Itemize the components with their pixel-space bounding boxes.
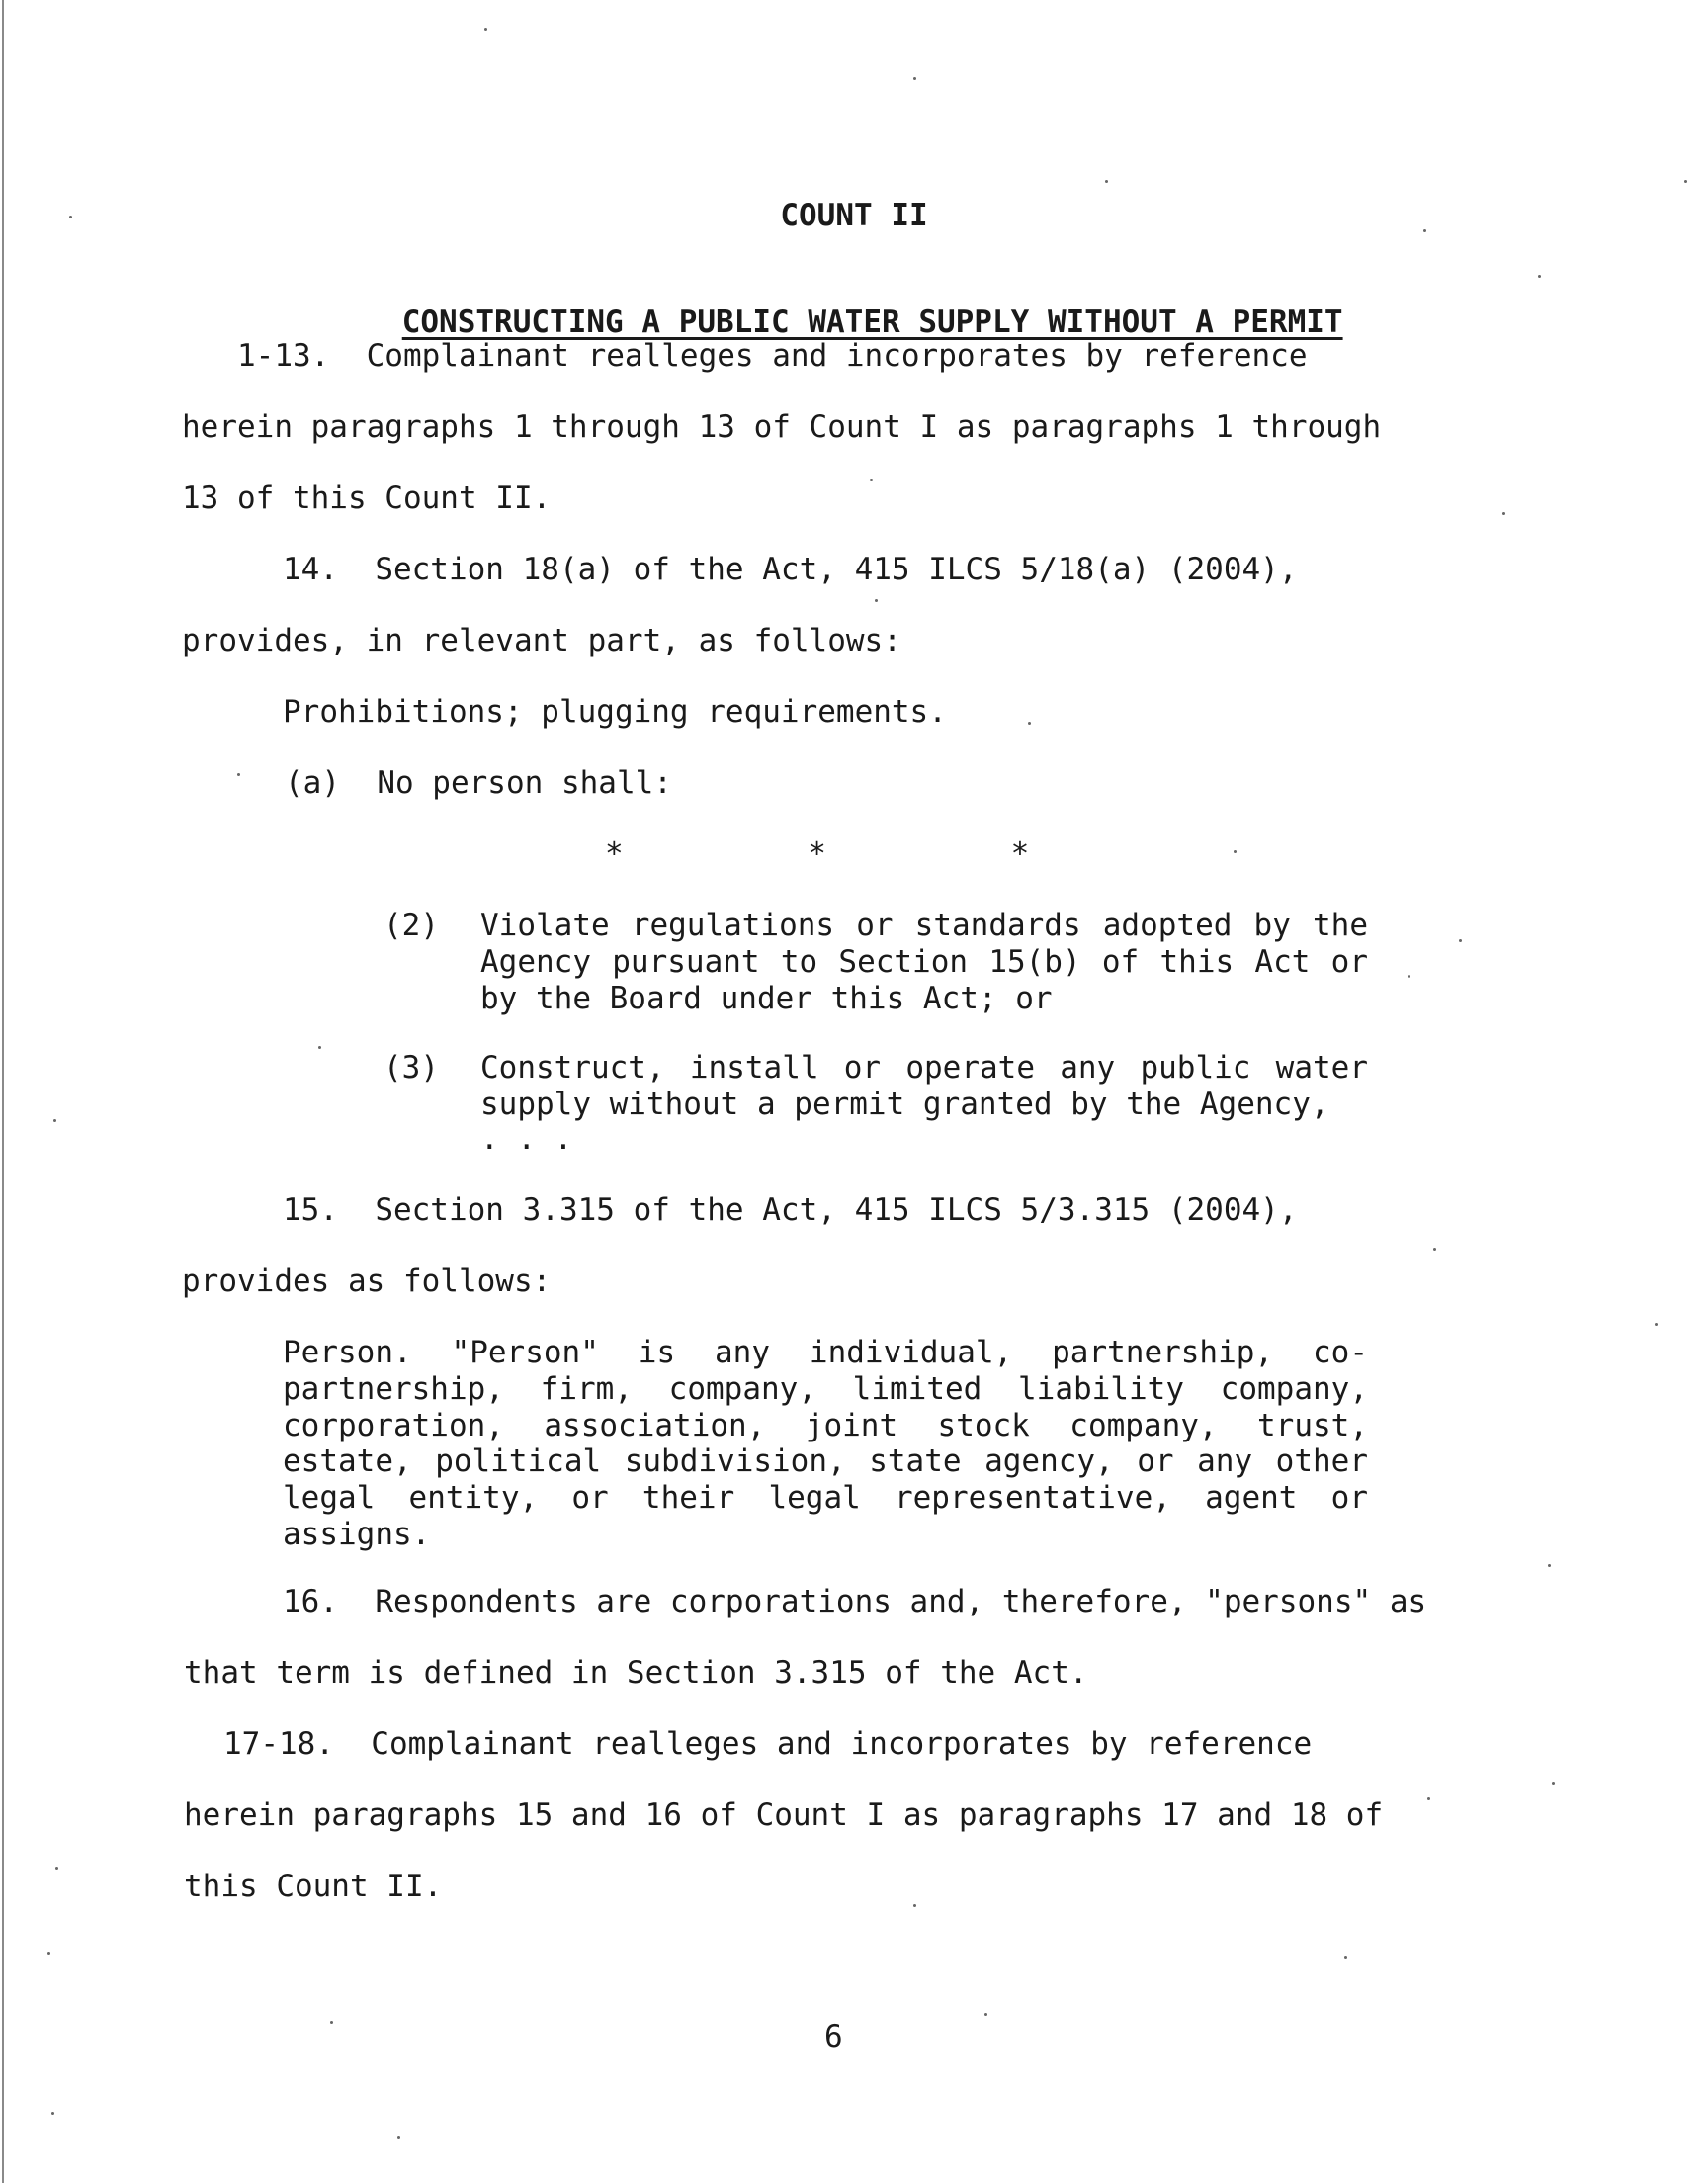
quote-18-item2-text: Violate regulations or standards adopted by the Agency pursuant to Section 15(b) of this Act or by the Board under this Act; or bbox=[480, 908, 1368, 1016]
scan-speck bbox=[984, 2013, 987, 2016]
quote-18-asterisks: * * * bbox=[605, 836, 1030, 872]
count-heading: COUNT II bbox=[780, 198, 928, 233]
scan-speck bbox=[330, 2021, 333, 2024]
quote-18-item3-text: Construct, install or operate any public water supply without a permit granted by the Agency, bbox=[480, 1050, 1368, 1122]
para-1-13-line2: herein paragraphs 1 through 13 of Count I as paragraphs 1 through bbox=[182, 409, 1382, 445]
quote-18-item3-number: (3) bbox=[384, 1050, 439, 1086]
scan-speck bbox=[1538, 275, 1541, 278]
scan-speck bbox=[1502, 512, 1505, 515]
para-17-18-line1: 17-18. Complainant realleges and incorporates by reference bbox=[223, 1726, 1313, 1762]
scan-speck bbox=[1408, 975, 1410, 978]
scan-speck bbox=[318, 1046, 321, 1049]
scan-speck bbox=[875, 599, 878, 602]
para-15-line1: 15. Section 3.315 of the Act, 415 ILCS 5/3.315 (2004), bbox=[283, 1192, 1298, 1228]
para-17-18-line3: this Count II. bbox=[184, 1869, 443, 1904]
scan-speck bbox=[1344, 1956, 1347, 1959]
para-17-18-line2: herein paragraphs 15 and 16 of Count I as paragraphs 17 and 18 of bbox=[184, 1797, 1384, 1833]
scan-speck bbox=[484, 28, 487, 31]
para-16-line1: 16. Respondents are corporations and, therefore, "persons" as bbox=[283, 1584, 1427, 1619]
scan-speck bbox=[1423, 229, 1426, 232]
page-number: 6 bbox=[824, 2019, 843, 2054]
scan-speck bbox=[1684, 180, 1687, 183]
count-title-text: CONSTRUCTING A PUBLIC WATER SUPPLY WITHOUT A PERMIT bbox=[401, 305, 1343, 340]
scan-speck bbox=[237, 773, 240, 776]
quote-18-sub-a: (a) No person shall: bbox=[285, 765, 672, 801]
para-1-13-line1: 1-13. Complainant realleges and incorporates by reference bbox=[237, 338, 1308, 374]
para-16-line2: that term is defined in Section 3.315 of the Act. bbox=[184, 1655, 1088, 1691]
scan-speck bbox=[913, 77, 916, 80]
scan-speck bbox=[1433, 1248, 1436, 1251]
scan-speck bbox=[397, 2136, 400, 2139]
scan-speck bbox=[1234, 850, 1237, 853]
scan-speck bbox=[1552, 1782, 1555, 1785]
para-14-line2: provides, in relevant part, as follows: bbox=[182, 623, 901, 658]
scan-speck bbox=[53, 1119, 56, 1122]
scan-speck bbox=[1655, 1323, 1658, 1326]
para-15-line2: provides as follows: bbox=[182, 1264, 552, 1299]
scan-speck bbox=[51, 2112, 54, 2115]
scan-speck bbox=[1459, 939, 1462, 942]
quote-person-definition: Person. "Person" is any individual, partnership, co-partnership, firm, company, limited liability company, corporation, association, joint stock company, trust, estate, political subdivision, state agency, or any other legal entity, or their legal representative, agent or assigns. bbox=[283, 1335, 1368, 1552]
scan-speck bbox=[55, 1867, 58, 1870]
scan-speck bbox=[913, 1904, 916, 1907]
scan-speck bbox=[69, 216, 72, 218]
scan-speck bbox=[1548, 1564, 1551, 1567]
scan-speck bbox=[1105, 180, 1108, 183]
scan-speck bbox=[1028, 722, 1031, 725]
scan-speck bbox=[870, 479, 873, 481]
scan-speck bbox=[47, 1952, 50, 1955]
quote-18-item2-number: (2) bbox=[384, 908, 439, 943]
para-14-line1: 14. Section 18(a) of the Act, 415 ILCS 5/18(a) (2004), bbox=[283, 552, 1298, 587]
quote-18-heading: Prohibitions; plugging requirements. bbox=[283, 694, 947, 730]
para-1-13-line3: 13 of this Count II. bbox=[182, 480, 552, 516]
quote-18-item3-ellipsis: . . . bbox=[480, 1121, 573, 1157]
count-title bbox=[0, 269, 1708, 340]
scan-speck bbox=[1427, 1797, 1430, 1800]
